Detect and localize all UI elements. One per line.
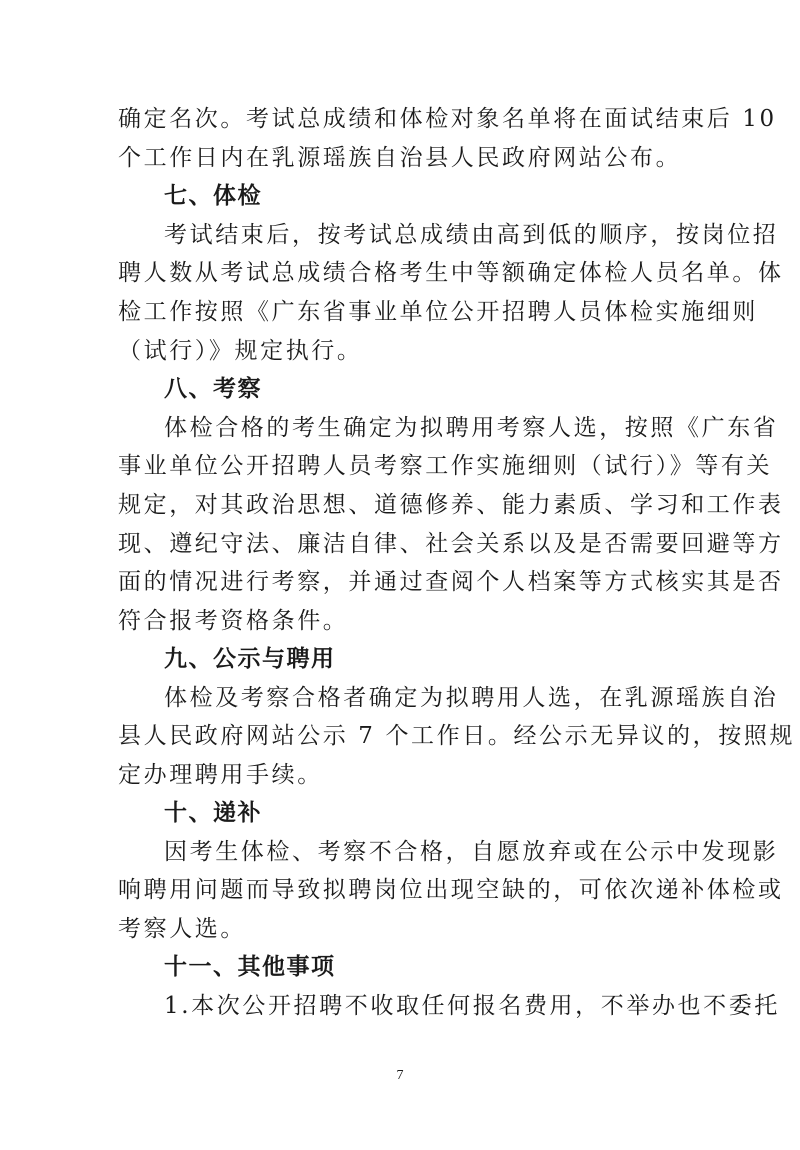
text-line: 体检及考察合格者确定为拟聘用人选，在乳源瑶族自治	[164, 685, 779, 711]
text-line: 响聘用问题而导致拟聘岗位出现空缺的，可依次递补体检或	[118, 877, 784, 903]
text-line: 定办理聘用手续。	[118, 762, 323, 788]
text-line: 检工作按照《广东省事业单位公开招聘人员体检实施细则	[118, 299, 758, 325]
section-heading-replacement: 十、递补	[164, 800, 262, 826]
text-line: （试行）》规定执行。	[118, 338, 363, 364]
section-heading-publicity-employment: 九、公示与聘用	[164, 646, 336, 672]
section-heading-inspection: 八、考察	[164, 376, 262, 402]
text-line: 考试结束后，按考试总成绩由高到低的顺序，按岗位招	[164, 222, 779, 248]
text-line: 因考生体检、考察不合格，自愿放弃或在公示中发现影	[164, 839, 779, 865]
text-line: 县人民政府网站公示 7 个工作日。经公示无异议的，按照规	[118, 723, 796, 749]
text-line: 符合报考资格条件。	[118, 608, 349, 634]
text-line: 确定名次。考试总成绩和体检对象名单将在面试结束后 10	[118, 106, 777, 132]
text-line: 事业单位公开招聘人员考察工作实施细则（试行）》等有关	[118, 453, 773, 479]
page-number: 7	[396, 1068, 404, 1083]
text-line: 1.本次公开招聘不收取任何报名费用，不举办也不委托	[164, 993, 780, 1019]
section-heading-physical-exam: 七、体检	[164, 183, 262, 209]
text-line: 现、遵纪守法、廉洁自律、社会关系以及是否需要回避等方	[118, 531, 784, 557]
text-line: 规定，对其政治思想、道德修养、能力素质、学习和工作表	[118, 492, 784, 518]
text-line: 个工作日内在乳源瑶族自治县人民政府网站公布。	[118, 145, 682, 171]
text-line: 考察人选。	[118, 916, 246, 942]
text-line: 体检合格的考生确定为拟聘用考察人选，按照《广东省	[164, 415, 779, 441]
section-heading-other-matters: 十一、其他事项	[164, 954, 336, 980]
text-line: 聘人数从考试总成绩合格考生中等额确定体检人员名单。体	[118, 260, 784, 286]
text-line: 面的情况进行考察，并通过查阅个人档案等方式核实其是否	[118, 569, 784, 595]
